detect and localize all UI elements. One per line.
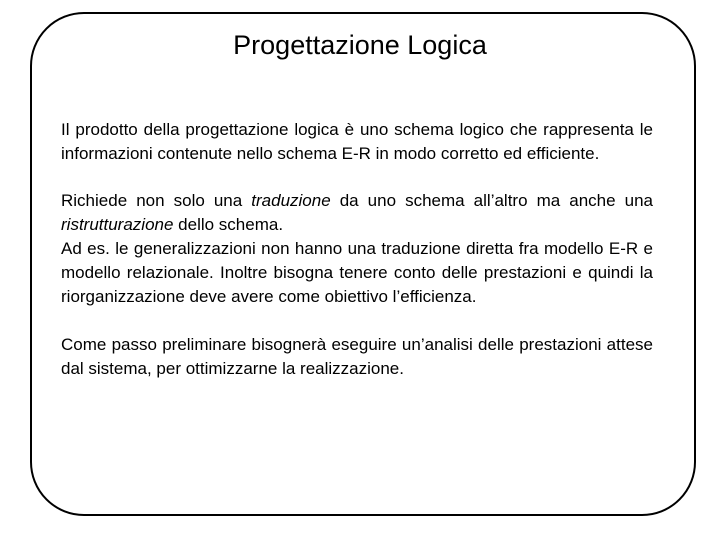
- paragraph-2-text-1: Richiede non solo una: [61, 191, 252, 210]
- slide-body: [61, 118, 653, 381]
- slide-title: Progettazione Logica: [233, 30, 487, 60]
- paragraph-2: [61, 189, 653, 237]
- paragraph-2-text-3: dello schema.: [173, 215, 284, 234]
- paragraph-1: Il prodotto della progettazione logica è uno schema logico che rappresenta le informazioni contenute nello schema E-R in modo corretto ed efficiente.: [61, 120, 653, 163]
- paragraph-4: Come passo preliminare bisognerà eseguire un’analisi delle prestazioni attese dal sistema, per ottimizzarne la realizzazione.: [61, 335, 653, 378]
- emphasis-ristrutturazione: ristrutturazione: [61, 215, 174, 234]
- paragraph-2-text-2: da uno schema all’altro ma anche una: [330, 191, 653, 210]
- paragraph-3: Ad es. le generalizzazioni non hanno una traduzione diretta fra modello E-R e modello relazionale. Inoltre bisogna tenere conto delle prestazioni e quindi la riorganizzazione deve avere come obiettivo l’efficienza.: [61, 239, 653, 306]
- emphasis-traduzione: traduzione: [251, 191, 331, 210]
